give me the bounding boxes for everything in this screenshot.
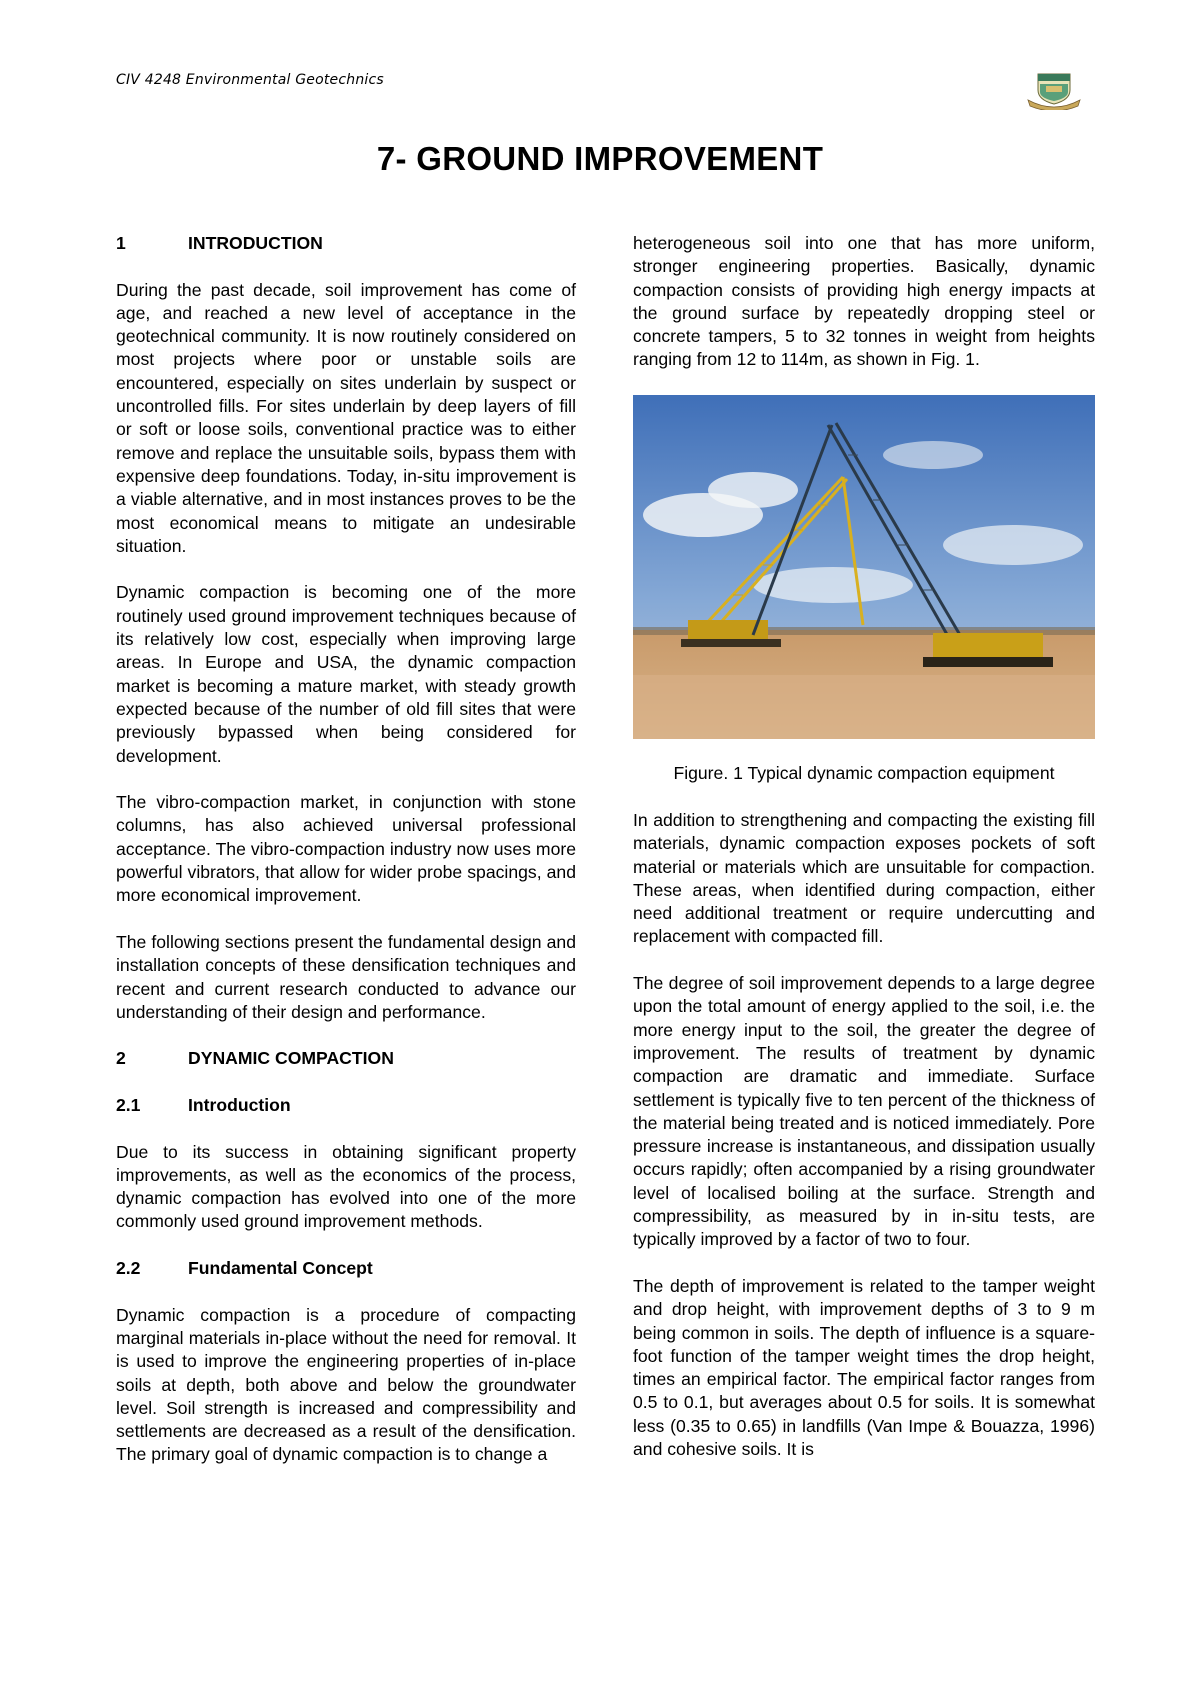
- paragraph: Dynamic compaction is becoming one of the more routinely used ground improvement techniques because of its relatively low cost, especially when improving large areas. In Europe and USA, the dynamic compaction market is becoming a mature market, with steady growth expected because of the number of old fill sites that were previously bypassed when being considered for development.: [116, 582, 576, 766]
- left-column: [116, 232, 576, 1490]
- section-title: DYNAMIC COMPACTION: [188, 1048, 394, 1069]
- paragraph: heterogeneous soil into one that has more uniform, stronger engineering properties. Basically, dynamic compaction consists of providing high energy impacts at the ground surface by repeatedly dropping steel or concrete tampers, 5 to 32 tonnes in weight from heights ranging from 12 to 114m, as shown in Fig. 1.: [633, 233, 1095, 370]
- subsection-heading-introduction: [116, 1094, 576, 1117]
- figure-caption: Figure. 1 Typical dynamic compaction equipment: [673, 763, 1055, 784]
- paragraph: Dynamic compaction is a procedure of compacting marginal materials in-place without the need for removal. It is used to improve the engineering properties of in-place soils at depth, both above and below the groundwater level. Soil strength is increased and compressibility and settlements are decreased as a result of the densification. The primary goal of dynamic compaction is to change a: [116, 1304, 576, 1465]
- section-number: 2: [116, 1048, 126, 1069]
- page-title: 7- GROUND IMPROVEMENT: [376, 140, 824, 177]
- section-heading-dynamic-compaction: [116, 1047, 576, 1070]
- section-number: 2.2: [116, 1258, 141, 1279]
- section-number: 1: [116, 233, 126, 253]
- paragraph: The following sections present the fundamental design and installation concepts of these densification techniques and recent and current research conducted to advance our understanding of their design and performance.: [116, 931, 576, 1022]
- paragraph: Due to its success in obtaining significant property improvements, as well as the economics of the process, dynamic compaction has evolved into one of the more commonly used ground improvement methods.: [116, 1141, 576, 1232]
- section-title: Fundamental Concept: [188, 1258, 373, 1279]
- right-column: [633, 232, 1095, 1485]
- course-header: CIV 4248 Environmental Geotechnics: [116, 72, 384, 88]
- paragraph: In addition to strengthening and compacting the existing fill materials, dynamic compaction exposes pockets of soft material or materials which are unsuitable for compaction. These areas, when identified during compaction, either need additional treatment or require undercutting and replacement with compacted fill.: [633, 809, 1095, 947]
- paragraph: The vibro-compaction market, in conjunction with stone columns, has also achieved universal professional acceptance. The vibro-compaction industry now uses more powerful vibrators, that allow for wider probe spacings, and more economical improvement.: [116, 792, 576, 906]
- section-heading-introduction: [116, 232, 576, 255]
- section-title: INTRODUCTION: [188, 233, 323, 253]
- section-number: 2.1: [116, 1094, 141, 1115]
- subsection-heading-fundamental-concept: [116, 1257, 576, 1280]
- paragraph: The depth of improvement is related to the tamper weight and drop height, with improvement depths of 3 to 9 m being common in soils. The depth of influence is a square-foot function of the tamper weight times the drop height, times an empirical factor. The empirical factor ranges from 0.5 to 0.1, but averages about 0.5 for soils. It is somewhat less (0.35 to 0.65) in landfills (Van Impe & Bouazza, 1996) and cohesive soils. It is: [633, 1275, 1095, 1459]
- paragraph: During the past decade, soil improvement has come of age, and reached a new level of acceptance in the geotechnical community. It is now routinely considered on most projects where poor or unstable soils are encountered, especially on sites underlain by suspect or uncontrolled fills. For sites underlain by deep layers of fill or soft or loose soils, conventional practice was to either remove and replace the unsuitable soils, bypass them with expensive deep foundations. Today, in-situ improvement is a viable alternative, and in most instances proves to be the most economical means to mitigate an undesirable situation.: [116, 279, 576, 556]
- section-title: Introduction: [188, 1094, 291, 1115]
- crane-photo: [633, 395, 1095, 739]
- university-crest-logo: [1024, 70, 1084, 110]
- paragraph: The degree of soil improvement depends to a large degree upon the total amount of energy applied to the soil, i.e. the more energy input to the soil, the greater the degree of improvement. The results of treatment by dynamic compaction are dramatic and immediate. Surface settlement is typically five to ten percent of the thickness of the material being treated and is noticed immediately. Pore pressure increase is instantaneous, and dissipation usually occurs rapidly; often accompanied by a rising groundwater level of localised boiling at the surface. Strength and compressibility, as measured by in in-situ tests, are typically improved by a factor of two to four.: [633, 973, 1095, 1250]
